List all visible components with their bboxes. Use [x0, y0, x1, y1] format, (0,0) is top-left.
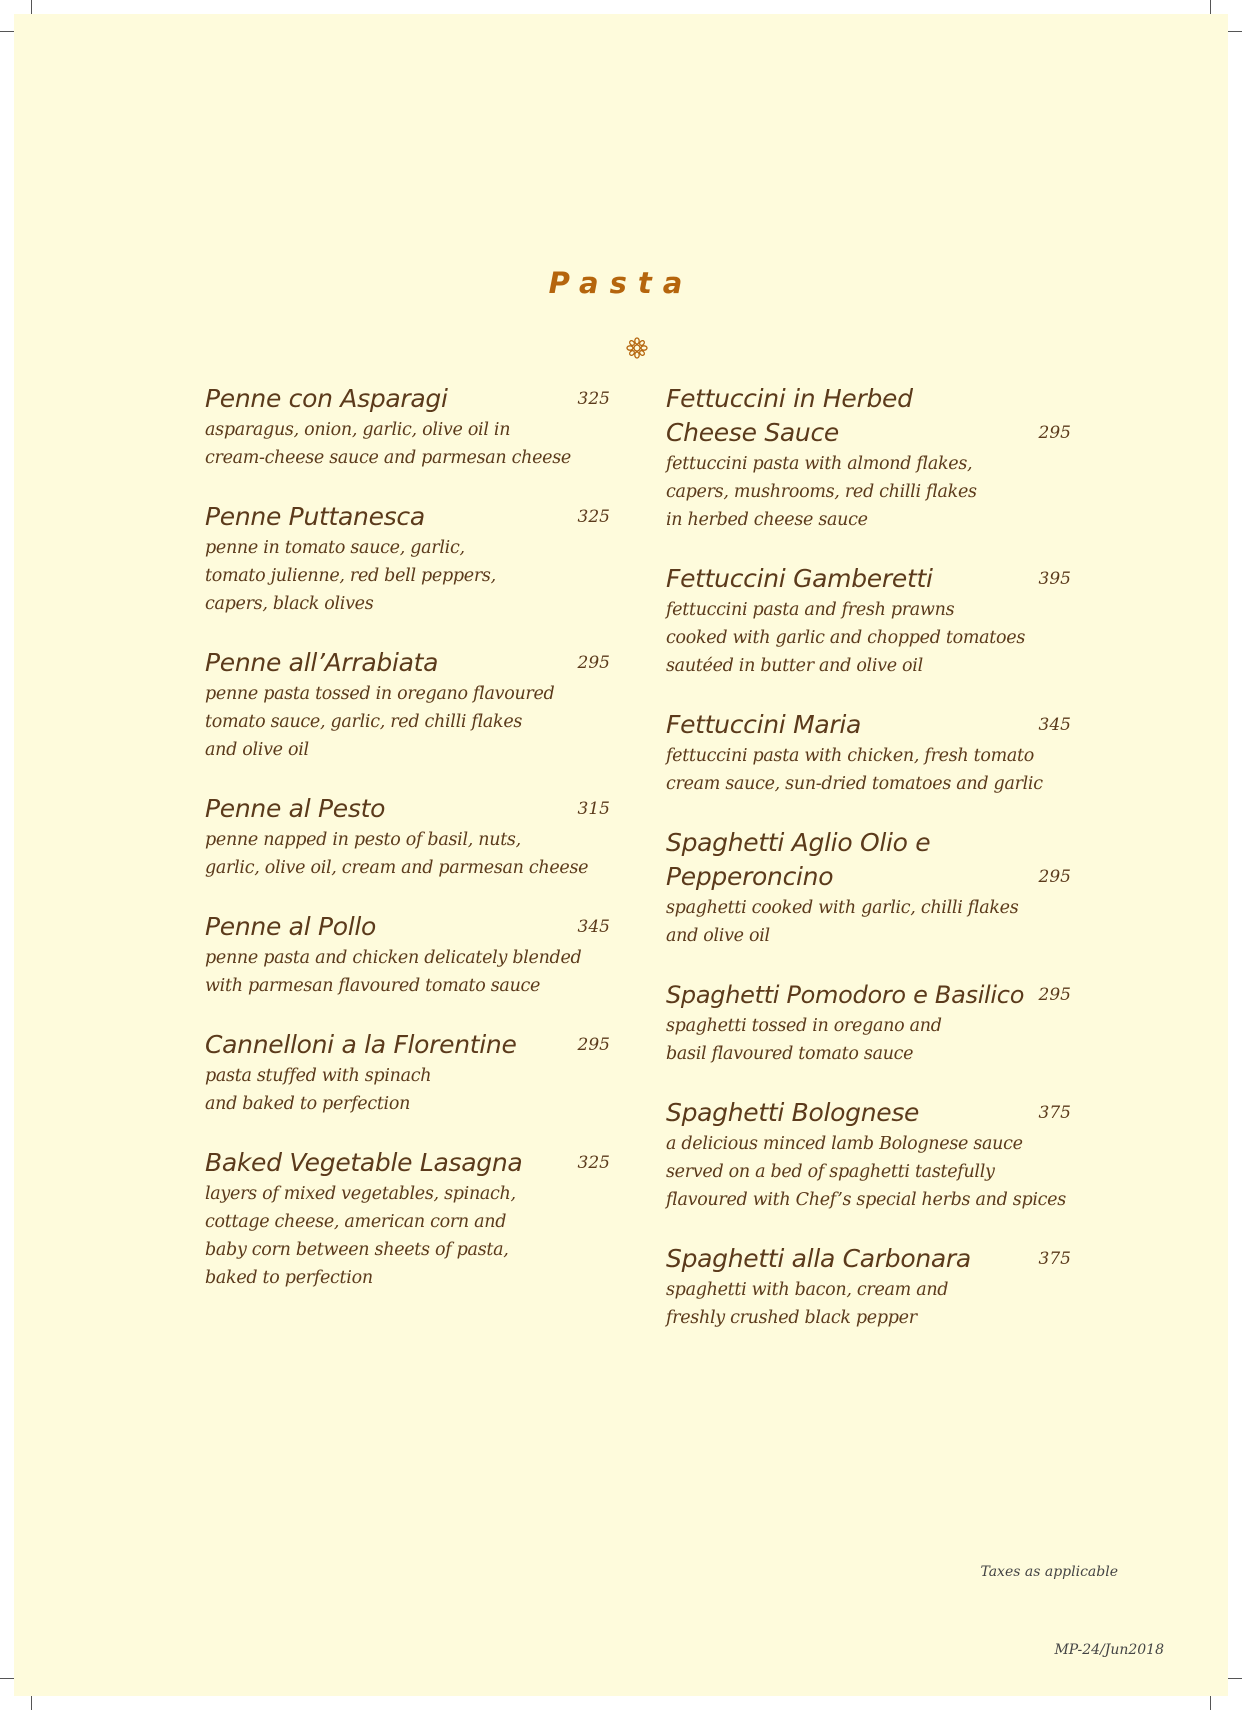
item-name: Fettuccini Gamberetti: [666, 564, 933, 593]
item-price: 375: [1038, 1249, 1071, 1269]
item-price: 345: [577, 917, 610, 937]
item-name: Spaghetti Aglio Olio e Pepperoncino: [666, 828, 931, 891]
menu-item: [205, 1146, 610, 1292]
item-name: Spaghetti alla Carbonara: [666, 1244, 971, 1273]
taxes-note: Taxes as applicable: [980, 1564, 1118, 1580]
item-description: pasta stuffed with spinach and baked to perfection: [205, 1066, 432, 1114]
crop-mark: [1228, 31, 1242, 32]
item-name: Spaghetti Pomodoro e Basilico: [666, 981, 1025, 1009]
item-price: 295: [577, 1035, 610, 1055]
item-description: penne pasta tossed in oregano flavoured tomato sauce, garlic, red chilli flakes and olive oil: [205, 684, 555, 760]
item-name: Cannelloni a la Florentine: [205, 1030, 517, 1059]
menu-item: [205, 500, 610, 618]
menu-item: [666, 1242, 1071, 1332]
item-description: a delicious minced lamb Bolognese sauce served on a bed of spaghetti tastefully flavoured with Chef’s special herbs and spices: [666, 1134, 1066, 1210]
menu-column-right: [666, 382, 1071, 1360]
item-price: 295: [1038, 423, 1071, 443]
item-name: Penne al Pollo: [205, 912, 377, 941]
item-price: 295: [1038, 867, 1071, 887]
menu-item: [205, 910, 610, 1000]
menu-item: [666, 382, 1071, 534]
item-description: fettuccini pasta with almond flakes, capers, mushrooms, red chilli flakes in herbed cheese sauce: [666, 454, 977, 530]
menu-item: [666, 826, 1071, 950]
item-price: 345: [1038, 715, 1071, 735]
item-description: penne napped in pesto of basil, nuts, garlic, olive oil, cream and parmesan cheese: [205, 830, 589, 878]
menu-item: [205, 646, 610, 764]
item-description: spaghetti tossed in oregano and basil flavoured tomato sauce: [666, 1016, 942, 1064]
item-price: 375: [1038, 1103, 1071, 1123]
item-description: penne in tomato sauce, garlic, tomato julienne, red bell peppers, capers, black olives: [205, 538, 496, 614]
menu-item: [666, 562, 1071, 680]
item-description: penne pasta and chicken delicately blended with parmesan flavoured tomato sauce: [205, 948, 582, 996]
item-name: Penne Puttanesca: [205, 502, 425, 531]
item-price: 395: [1038, 569, 1071, 589]
item-description: fettuccini pasta with chicken, fresh tomato cream sauce, sun-dried tomatoes and garlic: [666, 746, 1043, 794]
item-price: 295: [1038, 985, 1071, 1005]
menu-column-left: [205, 382, 610, 1320]
item-description: layers of mixed vegetables, spinach, cottage cheese, american corn and baby corn between sheets of pasta, baked to perfection: [205, 1184, 516, 1288]
menu-item: [666, 708, 1071, 798]
menu-code: MP-24/Jun2018: [1054, 1642, 1164, 1658]
menu-item: [205, 1028, 610, 1118]
item-name: Penne all’Arrabiata: [205, 648, 439, 677]
crop-mark: [31, 0, 32, 14]
item-name: Spaghetti Bolognese: [666, 1098, 920, 1127]
crop-mark: [0, 31, 14, 32]
flower-ornament-icon: [625, 336, 649, 360]
item-description: fettuccini pasta and fresh prawns cooked with garlic and chopped tomatoes sautéed in butter and olive oil: [666, 600, 1026, 676]
item-price: 315: [577, 799, 610, 819]
menu-item: [205, 382, 610, 472]
item-price: 295: [577, 653, 610, 673]
item-description: spaghetti with bacon, cream and freshly crushed black pepper: [666, 1280, 949, 1328]
page-title: Pasta: [548, 266, 694, 300]
crop-mark: [1228, 1678, 1242, 1679]
item-name: Penne con Asparagi: [205, 384, 448, 413]
item-name: Penne al Pesto: [205, 794, 386, 823]
item-price: 325: [577, 507, 610, 527]
crop-mark: [1210, 1696, 1211, 1710]
item-price: 325: [577, 389, 610, 409]
menu-item: [666, 978, 1071, 1068]
menu-item: [666, 1096, 1071, 1214]
menu-item: [205, 792, 610, 882]
item-name: Baked Vegetable Lasagna: [205, 1148, 523, 1177]
item-description: spaghetti cooked with garlic, chilli flakes and olive oil: [666, 898, 1019, 946]
item-name: Fettuccini Maria: [666, 710, 862, 739]
crop-mark: [1210, 0, 1211, 14]
crop-mark: [31, 1696, 32, 1710]
item-description: asparagus, onion, garlic, olive oil in cream-cheese sauce and parmesan cheese: [205, 420, 571, 468]
crop-mark: [0, 1678, 14, 1679]
item-price: 325: [577, 1153, 610, 1173]
item-name: Fettuccini in Herbed Cheese Sauce: [666, 384, 913, 447]
